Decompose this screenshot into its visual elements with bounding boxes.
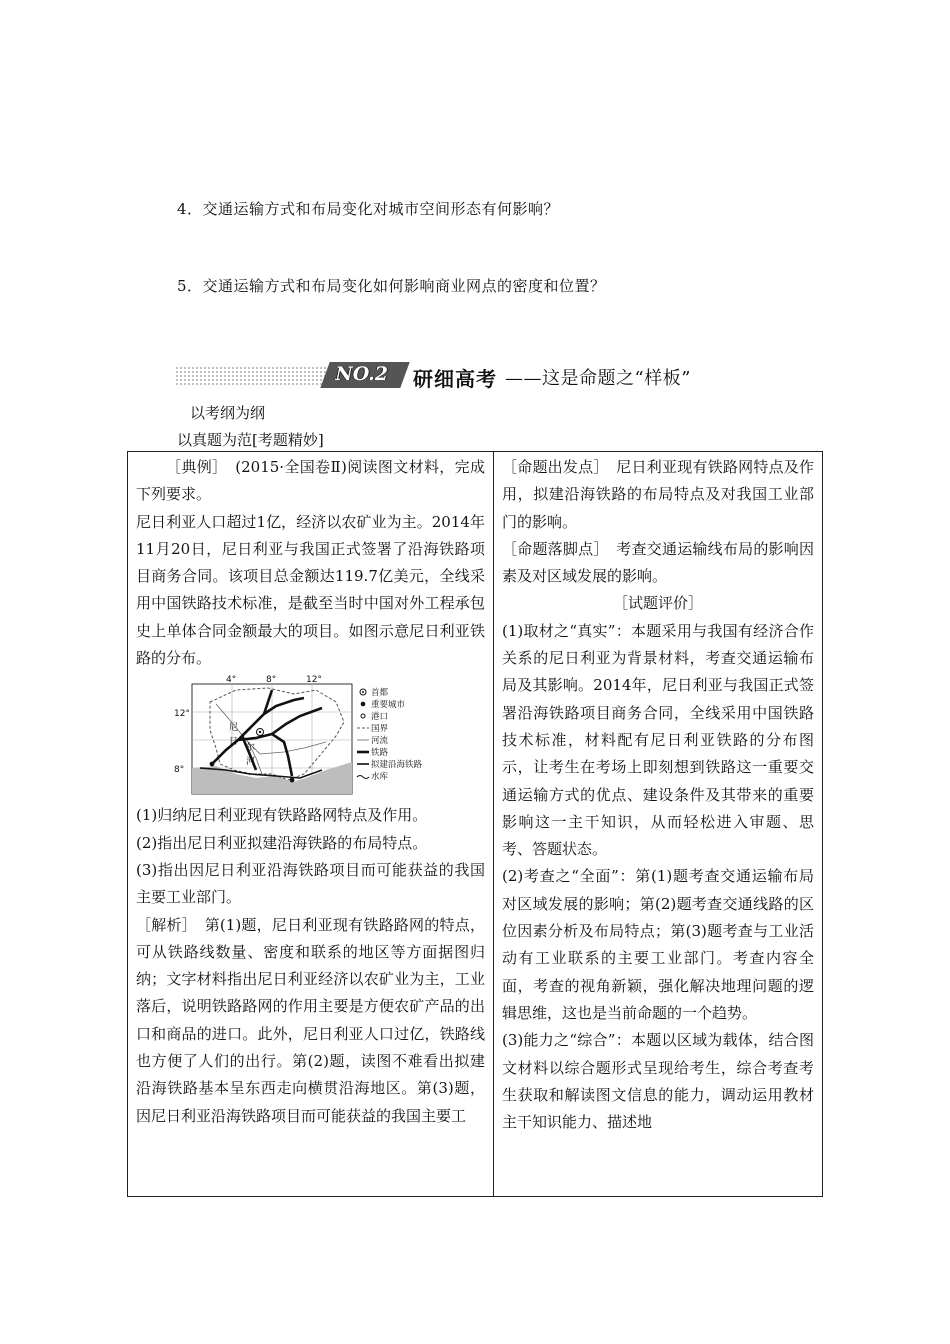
- legend-reservoir: 水库: [371, 772, 389, 783]
- lat-label-12: 12°: [174, 709, 190, 720]
- region-char-4: 河: [246, 757, 256, 768]
- port-marker: [290, 778, 295, 783]
- banner-subtitle: ——这是命题之“样板”: [505, 368, 691, 389]
- legend-city: 重要城市: [371, 700, 406, 711]
- legend-port: 港口: [371, 712, 389, 723]
- question-4: 4．交通运输方式和布局变化对城市空间形态有何影响？: [177, 200, 560, 218]
- city-marker: [210, 762, 215, 767]
- region-char-3: 尔: [246, 743, 256, 754]
- example-analysis: ［解析］ 第(1)题，尼日利亚现有铁路路网的特点，可从铁路线数量、密度和联系的地区等方面据图归纳；文字材料指出尼日利亚经济以农矿业为主，工业落后，说明铁路路网的作用主要是方便农矿产品的出口和商品的进口。此外，尼日利亚人口过亿，铁路线也方便了人们的出行。第(2)题，读图不难看出拟建沿海铁路基本呈东西走向横贯沿海地区。第(3)题，因尼日利亚沿海铁路项目而可能获益的我国主要工: [136, 915, 485, 1125]
- origin-paragraph: ［命题出发点］ 尼日利亚现有铁路网特点及作用，拟建沿海铁路的布局特点及对我国工业部门的影响。: [502, 458, 814, 531]
- question-5: 5．交通运输方式和布局变化如何影响商业网点的密度和位置？: [177, 277, 606, 295]
- region-char-2: 日: [229, 737, 239, 748]
- legend-planned-rail: 拟建沿海铁路: [371, 760, 423, 771]
- example-material: 尼日利亚人口超过1亿，经济以农矿业为主。2014年11月20日，尼日利亚与我国正式签署了沿海铁路项目商务合同。该项目总金额达119.7亿美元，全线采用中国铁路技术标准，是截至当时中国对外工程承包史上单体合同金额最大的项目。如图示意尼日利亚铁路的分布。: [136, 512, 485, 668]
- evaluation-title: ［试题评价］: [612, 594, 703, 613]
- evaluation-paragraph-3: (3)能力之“综合”：本题以区域为载体，结合图文材料以综合题形式呈现给考生，综合考查考生获取和解读图文信息的能力，调动运用教材主干知识能力、描述地: [502, 1031, 814, 1132]
- banner-dot-pattern: [175, 366, 335, 386]
- region-char-1: 尼: [229, 723, 239, 734]
- legend-river: 河流: [371, 736, 389, 747]
- legend-border: 国界: [371, 724, 389, 735]
- right-column: [494, 452, 823, 1197]
- lon-label-8: 8°: [266, 675, 277, 686]
- lon-label-12: 12°: [306, 675, 322, 686]
- lon-label-4: 4°: [226, 675, 237, 686]
- evaluation-paragraph-2: (2)考查之“全面”：第(1)题考查交通运输布局对区域发展的影响；第(2)题考查交通线路的区位因素分析及布局特点；第(3)题考查与工业活动有工业联系的主要工业部门。考查内容全面，考查的视角新颖，强化解决地理问题的逻辑思维，这也是当前命题的一个趋势。: [502, 867, 814, 1022]
- banner-title: 研细高考: [413, 367, 497, 391]
- legend-railway: 铁路: [371, 748, 389, 759]
- banner-tag: [320, 362, 409, 388]
- lat-label-8: 8°: [174, 765, 185, 776]
- map-legend: [357, 687, 423, 782]
- legend-capital: 首都: [371, 688, 389, 699]
- example-question-1: (1)归纳尼日利亚现有铁路路网特点及作用。: [136, 806, 428, 825]
- section-banner: [175, 358, 735, 392]
- focus-paragraph: ［命题落脚点］ 考查交通运输线布局的影响因素及对区域发展的影响。: [502, 539, 814, 586]
- banner-tag-text: NO.2: [335, 363, 389, 385]
- left-column: [128, 452, 494, 1197]
- nigeria-railway-map: [174, 675, 426, 800]
- pre-line-2: 以真题为范[考题精妙]: [177, 431, 324, 449]
- example-intro: ［典例］ (2015·全国卷Ⅱ)阅读图文材料，完成下列要求。: [136, 458, 485, 504]
- evaluation-paragraph-1: (1)取材之“真实”：本题采用与我国有经济合作关系的尼日利亚为背景材料，考查交通运输布局及其影响。2014年，尼日利亚与我国正式签署沿海铁路项目商务合同，全线采用中国铁路技术标准，材料配有尼日利亚铁路的分布图示，让考生在考场上即刻想到铁路这一重要交通运输方式的优点、建设条件及其带来的重要影响这一主干知识，从而轻松进入审题、思考、答题状态。: [502, 621, 814, 859]
- pre-line-1: 以考纲为纲: [190, 404, 266, 422]
- example-question-3: (3)指出因尼日利亚沿海铁路项目而可能获益的我国主要工业部门。: [136, 860, 485, 907]
- example-table: [127, 451, 823, 1197]
- map-svg: [174, 675, 426, 800]
- example-question-2: (2)指出尼日利亚拟建沿海铁路的布局特点。: [136, 833, 428, 852]
